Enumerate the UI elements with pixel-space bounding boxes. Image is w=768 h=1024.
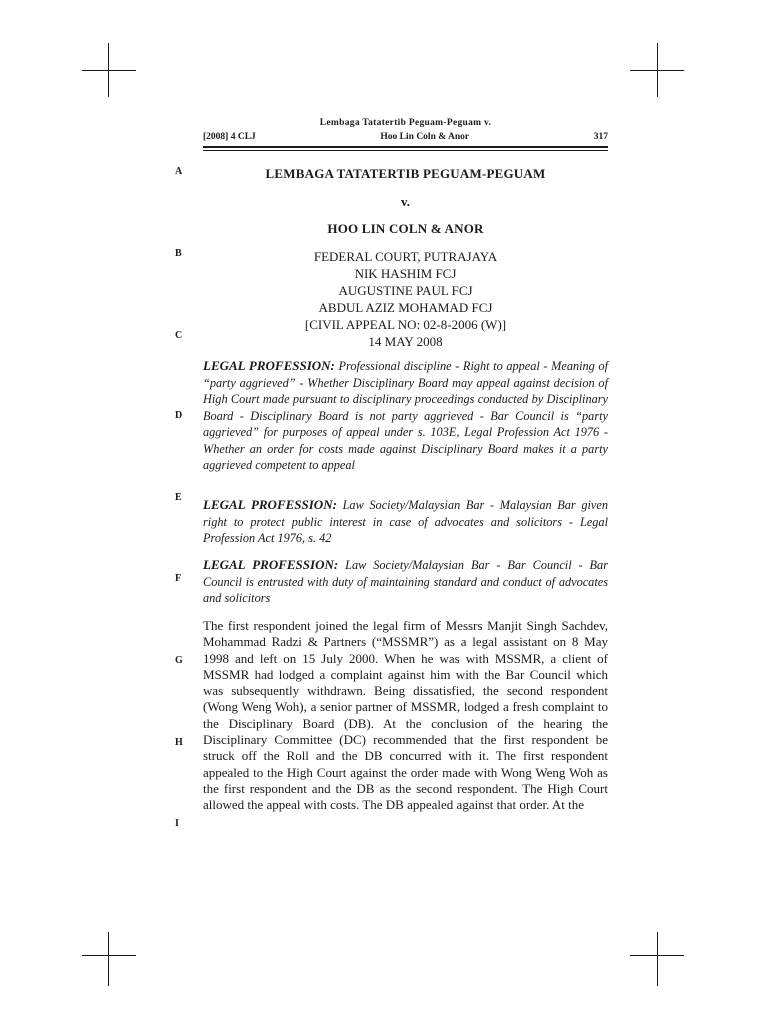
catchword-1: [203, 358, 608, 474]
running-head-title-line1: Lembaga Tatatertib Peguam-Peguam v.: [319, 118, 492, 128]
header-rule: [203, 146, 608, 148]
catchword-text: Law Society/Malaysian Bar - Bar Council - Bar Council is entrusted with duty of maintaining standard and conduct of advocates and solicitors: [203, 558, 608, 605]
court-name: FEDERAL COURT, PUTRAJAYA: [313, 249, 498, 264]
catchword-heading: LEGAL PROFESSION:: [203, 358, 335, 373]
margin-letter-a: A: [175, 166, 183, 177]
judge-3: ABDUL AZIZ MOHAMAD FCJ: [318, 300, 493, 315]
margin-letter-c: C: [175, 330, 183, 341]
appellant-name: LEMBAGA TATATERTIB PEGUAM-PEGUAM: [265, 166, 546, 181]
margin-letter-h: H: [175, 737, 183, 748]
crop-mark-bottom-left: [82, 955, 136, 956]
margin-letter-g: G: [175, 655, 183, 666]
margin-letter-f: F: [175, 573, 182, 584]
crop-mark-top-left: [82, 70, 136, 71]
margin-letter-i: I: [175, 818, 179, 829]
catchword-text: Professional discipline - Right to appeal - Meaning of “party aggrieved” - Whether Disciplinary Board may appeal against decision of High Court made pursuant to disciplinary proceedings conducted by Disciplinary Board - Disciplinary Board is not party aggrieved - Bar Council is “party aggrieved” for purposes of appeal under s. 103E, Legal Profession Act 1976 - Whether an order for costs made against Disciplinary Board makes it a party aggrieved competent to appeal: [203, 359, 608, 472]
catchword-2: [203, 497, 608, 547]
running-head: [203, 116, 608, 144]
running-head-title-line2: Hoo Lin Coln & Anor: [380, 132, 470, 142]
versus: v.: [400, 194, 411, 209]
respondent-name: HOO LIN COLN & ANOR: [327, 221, 484, 236]
header-rule-thin: [203, 150, 608, 151]
catchword-3: [203, 557, 608, 607]
catchword-text: Law Society/Malaysian Bar - Malaysian Bar given right to protect public interest in case of advocates and solicitors - Legal Profession Act 1976, s. 42: [203, 498, 608, 545]
court-details: [203, 248, 608, 350]
catchword-heading: LEGAL PROFESSION:: [203, 557, 339, 572]
margin-letter-b: B: [175, 248, 182, 259]
headnote-paragraph: The first respondent joined the legal firm of Messrs Manjit Singh Sachdev, Mohammad Radzi & Partners (“MSSMR”) as a legal assistant on 8 May 1998 and left on 15 July 2000. When he was with MSSMR, a client of MSSMR had lodged a complaint against him with the Bar Council which was subsequently withdrawn. Being dissatisfied, the second respondent (Wong Weng Woh), a senior partner of MSSMR, lodged a fresh complaint to the Disciplinary Board (DB). At the conclusion of the hearing the Disciplinary Committee (DC) recommended that the first respondent be struck off the Roll and the DB concurred with it. The first respondent appealed to the High Court against the order made with Wong Weng Woh as the first respondent and the DB as the second respondent. The High Court allowed the appeal with costs. The DB appealed against that order. At the: [203, 618, 608, 813]
crop-mark-bottom-right: [657, 932, 658, 986]
crop-mark-bottom-right: [630, 955, 684, 956]
margin-letter-e: E: [175, 492, 182, 503]
page-number: 317: [593, 132, 608, 142]
citation: [2008] 4 CLJ: [203, 132, 256, 142]
judgment-date: 14 MAY 2008: [368, 334, 443, 349]
crop-mark-top-right: [630, 70, 684, 71]
crop-mark-bottom-left: [108, 932, 109, 986]
judge-2: AUGUSTINE PAUL FCJ: [338, 283, 473, 298]
catchword-heading: LEGAL PROFESSION:: [203, 497, 337, 512]
margin-letter-d: D: [175, 410, 183, 421]
appeal-number: [CIVIL APPEAL NO: 02-8-2006 (W)]: [304, 317, 507, 332]
judge-1: NIK HASHIM FCJ: [354, 266, 457, 281]
